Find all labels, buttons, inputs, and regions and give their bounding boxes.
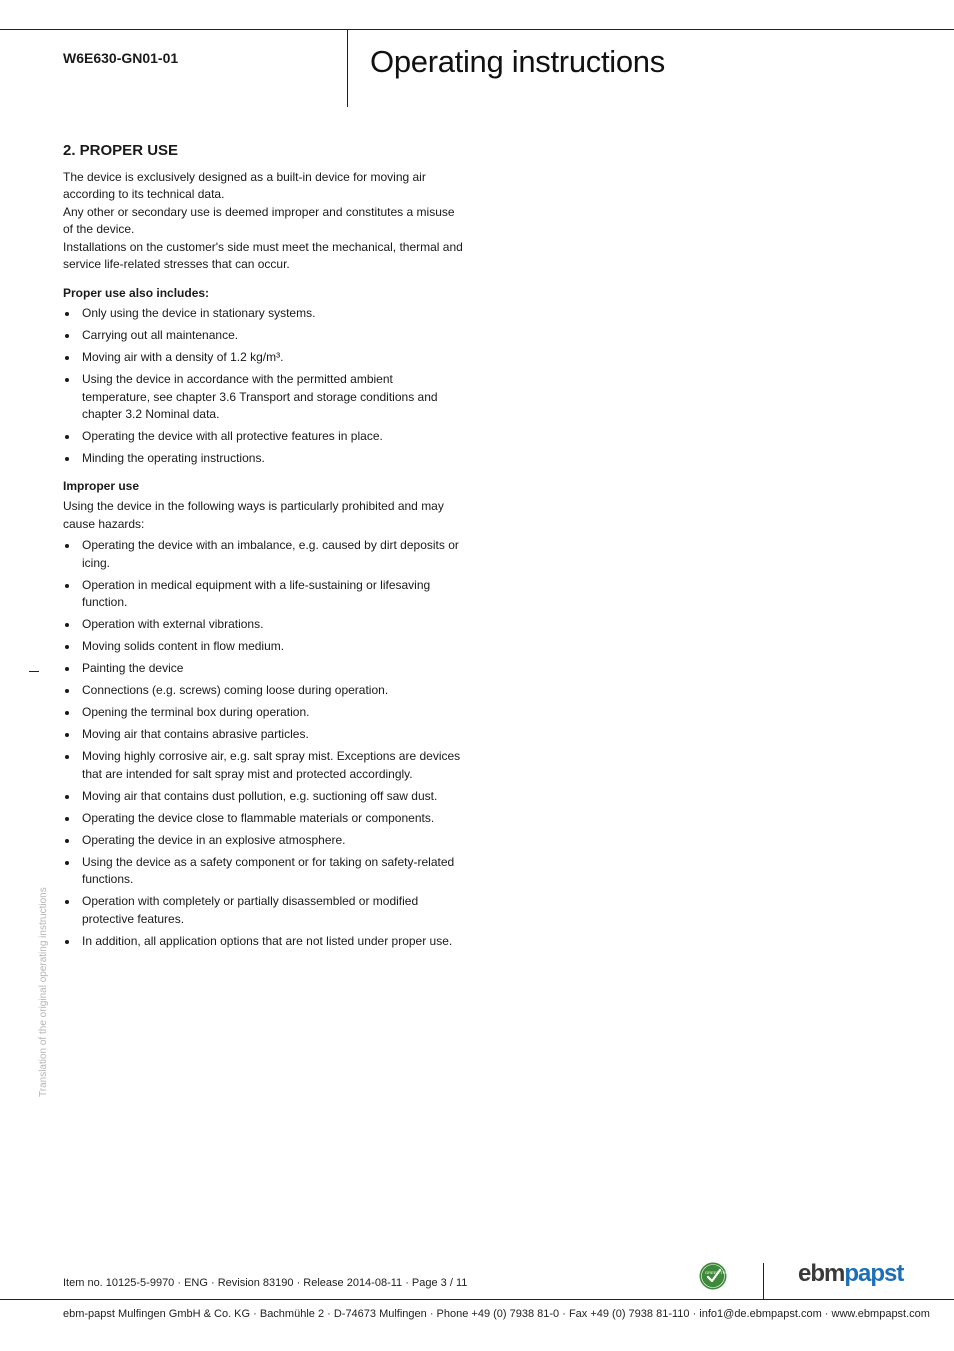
ebmpapst-logo xyxy=(798,1260,903,1288)
list-item: Carrying out all maintenance. xyxy=(63,327,463,345)
list-item: Connections (e.g. screws) coming loose during operation. xyxy=(63,682,463,700)
footer-item-line: Item no. 10125-5-9970 · ENG · Revision 83190 · Release 2014-08-11 · Page 3 / 11 xyxy=(63,1277,468,1289)
footer-rule xyxy=(0,1299,954,1300)
badge-label: GREEN TECH xyxy=(705,1270,732,1275)
intro-paragraph-2: Any other or secondary use is deemed improper and constitutes a misuse of the device. xyxy=(63,204,455,236)
translation-note: Translation of the original operating instructions xyxy=(38,887,49,1097)
fold-mark xyxy=(29,671,39,672)
list-item: Minding the operating instructions. xyxy=(63,450,463,468)
list-item: Only using the device in stationary systems. xyxy=(63,305,463,323)
intro-paragraph-1: The device is exclusively designed as a built-in device for moving air according to its technical data. xyxy=(63,169,426,201)
footer-address: ebm-papst Mulfingen GmbH & Co. KG · Bachmühle 2 · D-74673 Mulfingen · Phone +49 (0) 7938 81-0 · Fax +49 (0) 7938 81-110 · info1@de.ebmpapst.com · www.ebmpapst.com xyxy=(63,1308,930,1320)
model-number: W6E630-GN01-01 xyxy=(63,50,179,66)
list-item: Operating the device with an imbalance, e.g. caused by dirt deposits or icing. xyxy=(63,537,463,572)
list-item: Operating the device close to flammable materials or components. xyxy=(63,810,463,828)
list-item: Moving highly corrosive air, e.g. salt spray mist. Exceptions are devices that are intended for salt spray mist and protected accordingly. xyxy=(63,748,463,783)
section-heading: 2. PROPER USE xyxy=(63,142,179,159)
main-content xyxy=(63,142,463,955)
list-item: In addition, all application options that are not listed under proper use. xyxy=(63,933,463,951)
document-title: Operating instructions xyxy=(370,44,665,79)
proper-use-heading: Proper use also includes: xyxy=(63,285,210,300)
green-tech-badge-icon xyxy=(699,1262,732,1290)
logo-part-papst: papst xyxy=(844,1260,904,1287)
list-item: Operation with external vibrations. xyxy=(63,616,463,634)
list-item: Moving solids content in flow medium. xyxy=(63,638,463,656)
list-item: Using the device as a safety component or for taking on safety-related functions. xyxy=(63,854,463,889)
list-item: Moving air with a density of 1.2 kg/m³. xyxy=(63,349,463,367)
logo-part-ebm: ebm xyxy=(798,1260,845,1287)
header-divider xyxy=(347,30,348,107)
proper-use-list xyxy=(63,305,463,468)
list-item: Operation with completely or partially disassembled or modified protective features. xyxy=(63,893,463,928)
intro-paragraph-3: Installations on the customer's side must meet the mechanical, thermal and service life-related stresses that can occur. xyxy=(63,239,463,271)
improper-use-heading: Improper use xyxy=(63,478,140,493)
list-item: Operating the device in an explosive atmosphere. xyxy=(63,832,463,850)
list-item: Moving air that contains abrasive particles. xyxy=(63,726,463,744)
list-item: Operating the device with all protective features in place. xyxy=(63,428,463,446)
logo-divider xyxy=(763,1263,764,1299)
list-item: Moving air that contains dust pollution, e.g. suctioning off saw dust. xyxy=(63,788,463,806)
improper-use-list xyxy=(63,537,463,950)
list-item: Opening the terminal box during operation. xyxy=(63,704,463,722)
list-item: Painting the device xyxy=(63,660,463,678)
list-item: Using the device in accordance with the permitted ambient temperature, see chapter 3.6 Transport and storage conditions and chapter 3.2 Nominal data. xyxy=(63,371,463,424)
header-top-rule xyxy=(0,29,954,30)
list-item: Operation in medical equipment with a life-sustaining or lifesaving function. xyxy=(63,577,463,612)
improper-use-intro: Using the device in the following ways is particularly prohibited and may cause hazards: xyxy=(63,499,444,531)
